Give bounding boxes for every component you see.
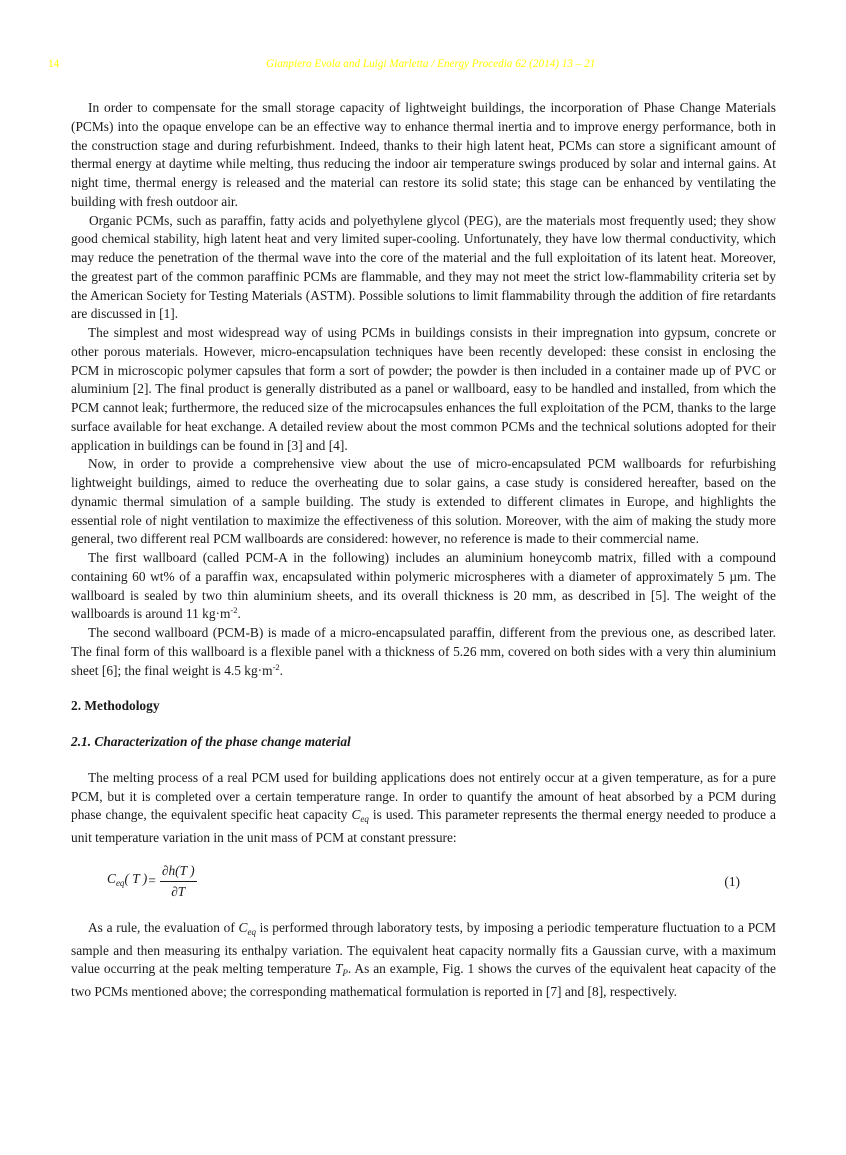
equation-equals: = [148,873,156,889]
paragraph-intro-pcm: In order to compensate for the small storage capacity of lightweight buildings, the incorporation of Phase Change Materials (PCMs) into the opaque envelope can be an effective way to enhance thermal inertia and to improve energy performance, both in the construction stage and during refurbishment. Indeed, thanks to their high latent heat, PCMs can store a significant amount of thermal energy at daytime while melting, thus reducing the indoor air temperature swings produced by solar and internal gains. At night time, thermal energy is released and the material can restore its solid state; this stage can be enhanced by ventilating the building with fresh outdoor air. [71,100,776,209]
running-header [0,58,846,74]
equation-1 [71,861,776,903]
article-body [71,99,776,1002]
equation-numerator: ∂h(T ) [160,862,197,883]
paragraph-evaluation [71,919,776,1002]
pcm-a-end: . [237,606,241,622]
equation-lhs-sub: eq [115,878,125,889]
journal-reference: Gianpiero Evola and Luigi Marletta / Energy Procedia 62 (2014) 13 – 21 [266,58,596,70]
equation-denominator: ∂T [171,884,186,900]
equation-lhs-symbol: C [107,871,116,887]
ceq-subscript: eq [360,814,369,825]
equation-body [107,861,197,903]
evaluation-part1: As a rule, the evaluation of [88,919,239,935]
subsection-heading: 2.1. Characterization of the phase change material [71,734,351,749]
equation-fraction [160,862,197,903]
melting-text-before: The melting process of a real PCM used for building applications does not entirely occur at a given temperature, as for a pure PCM, but it is completed over a certain temperature range. In order to quantify the amount of heat absorbed by a PCM during phase change, the equivalent specific heat capacity [71,769,776,823]
section-heading: 2. Methodology [71,698,160,714]
pcm-b-exponent: -2 [272,661,280,672]
melting-text-after: is used. This parameter represents the thermal energy needed to produce a unit temperature variation in the unit mass of PCM at constant pressure: [71,807,776,845]
equation-lhs [107,870,147,893]
paragraph-pcm-usage: The simplest and most widespread way of using PCMs in buildings consists in their impregnation into gypsum, concrete or other porous materials. However, micro-encapsulation techniques have been recently developed: these consist in enclosing the PCM in microscopic polymer capsules that form a sort of powder; the powder is then included in a container made up of PVC or aluminium [2]. The final product is generally distributed as a panel or wallboard, easy to be handled and installed, from which the PCM cannot leak; furthermore, the reduced size of the microcapsules enhances the full exploitation of the PCM, thanks to the large surface available for heat exchange. A detailed review about the most common PCMs and the technical solutions adopted for their application in buildings can be found in [3] and [4]. [71,325,776,453]
paragraph-pcm-a [71,549,776,624]
pcm-a-text: The first wallboard (called PCM-A in the following) includes an aluminium honeycomb matrix, filled with a compound containing 60 wt% of a paraffin wax, encapsulated within polymeric microspheres with a diameter of approximately 5 µm. The wallboard is sealed by two thin aluminium sheets, and its overall thickness is 20 mm, as described in [5]. The weight of the wallboards is around 11 kg·m [71,550,776,622]
pcm-a-exponent: -2 [230,605,238,616]
paragraph-pcm-b [71,624,776,680]
equation-lhs-arg: ( T ) [124,871,148,887]
ceq-symbol-2: C [238,919,248,935]
ceq-symbol: C [351,807,361,823]
pcm-b-text: The second wallboard (PCM-B) is made of a micro-encapsulated paraffin, different from the previous one, as described later. The final form of this wallboard is a flexible panel with a thickness of 5.26 mm, covered on both sides with a very thin aluminium sheet [6]; the final weight is 4.5 kg·m [71,625,776,678]
paragraph-melting-process [71,769,776,848]
tp-subscript: P [342,968,348,979]
tp-symbol: T [334,961,343,977]
equation-number: (1) [724,873,740,889]
pcm-b-end: . [279,662,284,678]
page-number: 14 [48,58,60,70]
evaluation-part2: is performed through laboratory tests, by imposing a periodic temperature fluctuation to a PCM sample and then measuring its enthalpy variation. The equivalent heat capacity normally fits a Gaussian curve, with a maximum value occurring at the peak melting temperature [71,919,776,977]
evaluation-part3: . As an example, Fig. 1 shows the curves of the equivalent heat capacity of the two PCMs mentioned above; the corresponding mathematical formulation is reported in [7] and [8], respectively. [71,961,777,999]
ceq-subscript-2: eq [247,926,256,937]
paragraph-organic-pcms: Organic PCMs, such as paraffin, fatty acids and polyethylene glycol (PEG), are the materials most frequently used; they show good chemical stability, high latent heat and very limited super-cooling. Unfortunately, they have low thermal conductivity, which may reduce the penetration of the thermal wave into the core of the material and the full exploitation of its latent heat. Moreover, the greatest part of the common paraffinic PCMs are flammable, and they may not meet the strict low-flammability criteria set by the American Society for Testing Materials (ASTM). Possible solutions to limit flammability through the addition of fire retardants are discussed in [1]. [71,212,776,322]
paragraph-case-study: Now, in order to provide a comprehensive view about the use of micro-encapsulated PCM wallboards for refurbishing lightweight buildings, aimed to reduce the overheating due to solar gains, a case study is considered hereafter, based on the dynamic thermal simulation of a sample building. The study is extended to different climates in Europe, and highlights the essential role of night ventilation to maximize the effectiveness of this solution. Moreover, with the aim of making the study more general, two different real PCM wallboards are considered: however, no reference is made to their commercial name. [71,456,776,547]
